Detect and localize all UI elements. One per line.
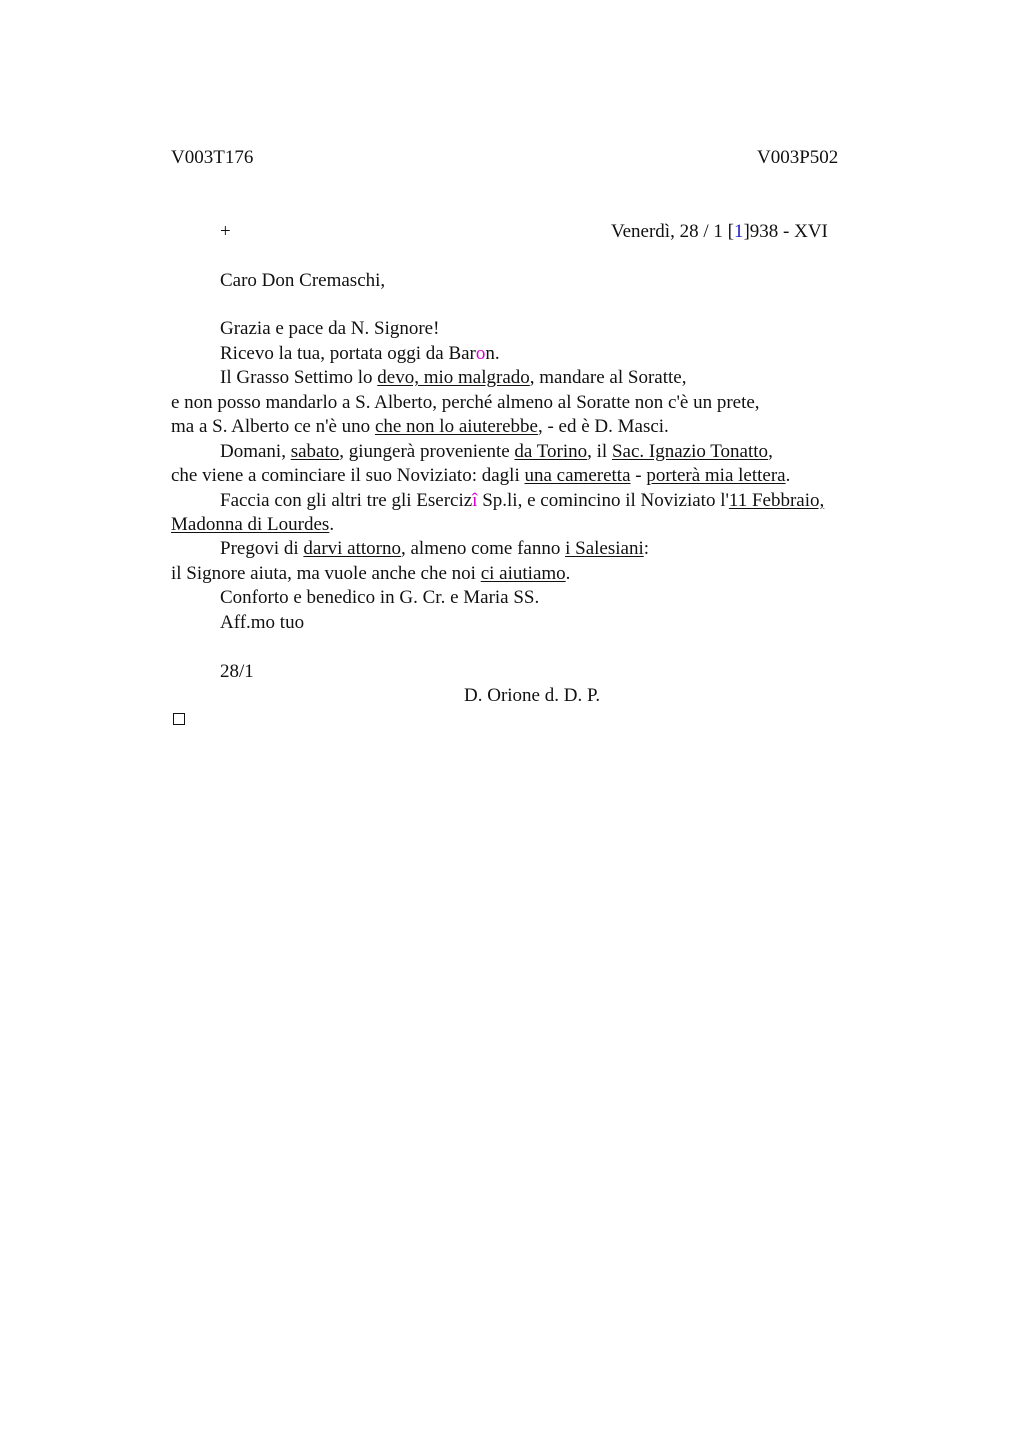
- letter-line-9: Pregovi di darvi attorno, almeno come fanno i Salesiani:: [220, 538, 650, 559]
- letter-line-8: Madonna di Lourdes.: [171, 514, 335, 535]
- greeting: Grazia e pace da N. Signore!: [220, 318, 440, 339]
- note-date: 28/1: [220, 661, 254, 682]
- letter-line-6: che viene a cominciare il suo Noviziato: dagli una cameretta - porterà mia lettera.: [171, 465, 791, 486]
- letter-line-2: Il Grasso Settimo lo devo, mio malgrado, mandare al Soratte,: [220, 367, 687, 388]
- square-mark-icon: [173, 713, 185, 725]
- letter-date: Venerdì, 28 / 1 [1]938 - XVI: [611, 221, 828, 242]
- salutation: Caro Don Cremaschi,: [220, 270, 386, 291]
- letter-line-4: ma a S. Alberto ce n'è uno che non lo aiuterebbe, - ed è D. Masci.: [171, 416, 669, 437]
- document-code-left: V003T176: [171, 147, 254, 168]
- letter-line-3: e non posso mandarlo a S. Alberto, perché almeno al Soratte non c'è un prete,: [171, 392, 760, 413]
- document-code-right: V003P502: [757, 147, 839, 168]
- signature: D. Orione d. D. P.: [464, 685, 601, 706]
- letter-line-7: Faccia con gli altri tre gli Esercizî Sp.li, e comincino il Noviziato l'11 Febbraio,: [220, 490, 825, 511]
- letter-line-10: il Signore aiuta, ma vuole anche che noi ci aiutiamo.: [171, 563, 571, 584]
- closing: Aff.mo tuo: [220, 612, 305, 633]
- date-insert: 1: [733, 221, 744, 242]
- letter-line-5: Domani, sabato, giungerà proveniente da Torino, il Sac. Ignazio Tonatto,: [220, 441, 773, 462]
- letter-line-11: Conforto e benedico in G. Cr. e Maria SS.: [220, 587, 540, 608]
- cross-mark: +: [220, 221, 231, 242]
- letter-line-1: Ricevo la tua, portata oggi da Baron.: [220, 343, 500, 364]
